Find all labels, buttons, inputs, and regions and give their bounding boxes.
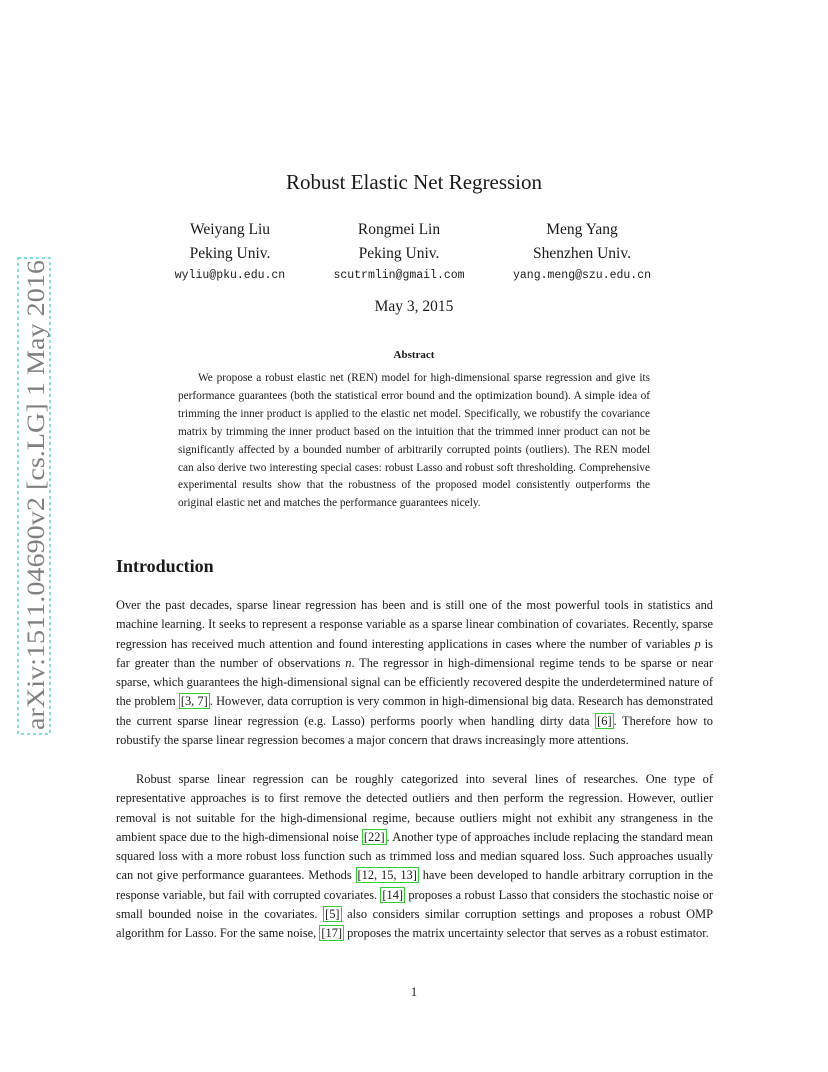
arxiv-identifier-stamp[interactable] (14, 256, 54, 736)
citation-link[interactable]: [17] (321, 926, 343, 941)
author-email[interactable]: wyliu@pku.edu.cn (174, 269, 286, 282)
introduction-paragraph-1 (116, 596, 713, 750)
text-run: is far greater than the number of observations (116, 636, 713, 670)
text-run: proposes a robust Lasso that considers the stochastic noise or small bounded noise in the covariates. (116, 887, 713, 922)
introduction-paragraph-2 (116, 770, 713, 944)
paper-title: Robust Elastic Net Regression (285, 170, 543, 194)
text-run: proposes the matrix uncertainty selector that serves as a robust estimator. (344, 926, 709, 941)
text-run: . However, data corruption is very common in high-dimensional big data. Research has demonstrated the current sparse linear regression (e.g. Lasso) performs poorly when handling dirty data (116, 694, 714, 728)
text-run: . Another type of approaches include replacing the standard mean squared loss with a more robust loss function such as trimmed loss and median squared loss. Such approaches usually can not give performance guarantees. Methods (116, 829, 713, 883)
paper-date: May 3, 2015 (374, 298, 454, 315)
abstract-text: We propose a robust elastic net (REN) model for high-dimensional sparse regression and give its performance guarantees (both the statistical error bound and the optimization bound). A simple idea of trimming the inner product is applied to the elastic net model. Specifically, we robustify the covariance matrix by trimming the inner product based on the intuition that the trimmed inner product can not be significantly affected by a bounded number of arbitrarily corrupted points (outliers). The REN model can also derive two interesting special cases: robust Lasso and robust soft thresholding. Comprehensive experimental results show that the robustness of the proposed model consistently outperforms the original elastic net and matches the performance guarantees nicely. (178, 372, 650, 510)
author-3 (482, 218, 682, 282)
author-name: Rongmei Lin (357, 221, 441, 238)
page-number: 1 (410, 985, 418, 999)
author-email[interactable]: scutrmlin@gmail.com (333, 269, 465, 282)
author-name: Weiyang Liu (189, 221, 271, 238)
author-affiliation: Peking Univ. (189, 245, 271, 262)
text-run: also considers similar corruption settings and proposes a robust OMP algorithm for Lasso. For the same noise, (116, 907, 713, 941)
author-affiliation: Shenzhen Univ. (532, 245, 631, 262)
arxiv-id-text: arXiv:1511.04690v2 [cs.LG] 1 May 2016 (23, 312, 50, 730)
citation-link[interactable]: [5] (325, 907, 340, 922)
author-affiliation: Peking Univ. (358, 245, 440, 262)
math-variable-n: n (345, 655, 352, 670)
math-variable-p: p (694, 636, 701, 651)
citation-link[interactable]: [14] (382, 887, 404, 902)
text-run: Over the past decades, sparse linear regression has been and is still one of the most powerful tools in statistics and machine learning. It seeks to represent a response variable as a sparse linear combination of covariates. Recently, sparse regression has received much attention and found interesting applications in cases where the number of variables (116, 598, 713, 651)
author-name: Meng Yang (546, 221, 618, 238)
citation-link[interactable]: [12, 15, 13] (357, 868, 417, 883)
text-run: Robust sparse linear regression can be roughly categorized into several lines of researches. One type of representative approaches is to first remove the detected outliers and then perform the regression. However, outlier removal is not suitable for the high-dimensional regime, because outliers might not exhibit any strangeness in the ambient space due to the high-dimensional noise (116, 772, 713, 844)
text-run: . Therefore how to robustify the sparse linear regression becomes a major concern that draws increasingly more attentions. (116, 713, 714, 748)
author-2 (299, 218, 499, 282)
text-run: . The regressor in high-dimensional regime tends to be sparse or near sparse, which guarantees the high-dimensional signal can be efficiently recovered despite the underdetermined nature of the problem (116, 655, 713, 709)
citation-link[interactable]: [6] (597, 713, 612, 728)
abstract-heading: Abstract (393, 349, 435, 361)
citation-link[interactable]: [22] (363, 829, 385, 844)
author-email[interactable]: yang.meng@szu.edu.cn (512, 269, 652, 282)
citation-link[interactable]: [3, 7] (180, 694, 208, 709)
text-run: have been developed to handle arbitrary corruption in the response variable, but fail with corrupted covariates. (116, 868, 713, 902)
introduction-heading: Introduction (116, 556, 214, 576)
